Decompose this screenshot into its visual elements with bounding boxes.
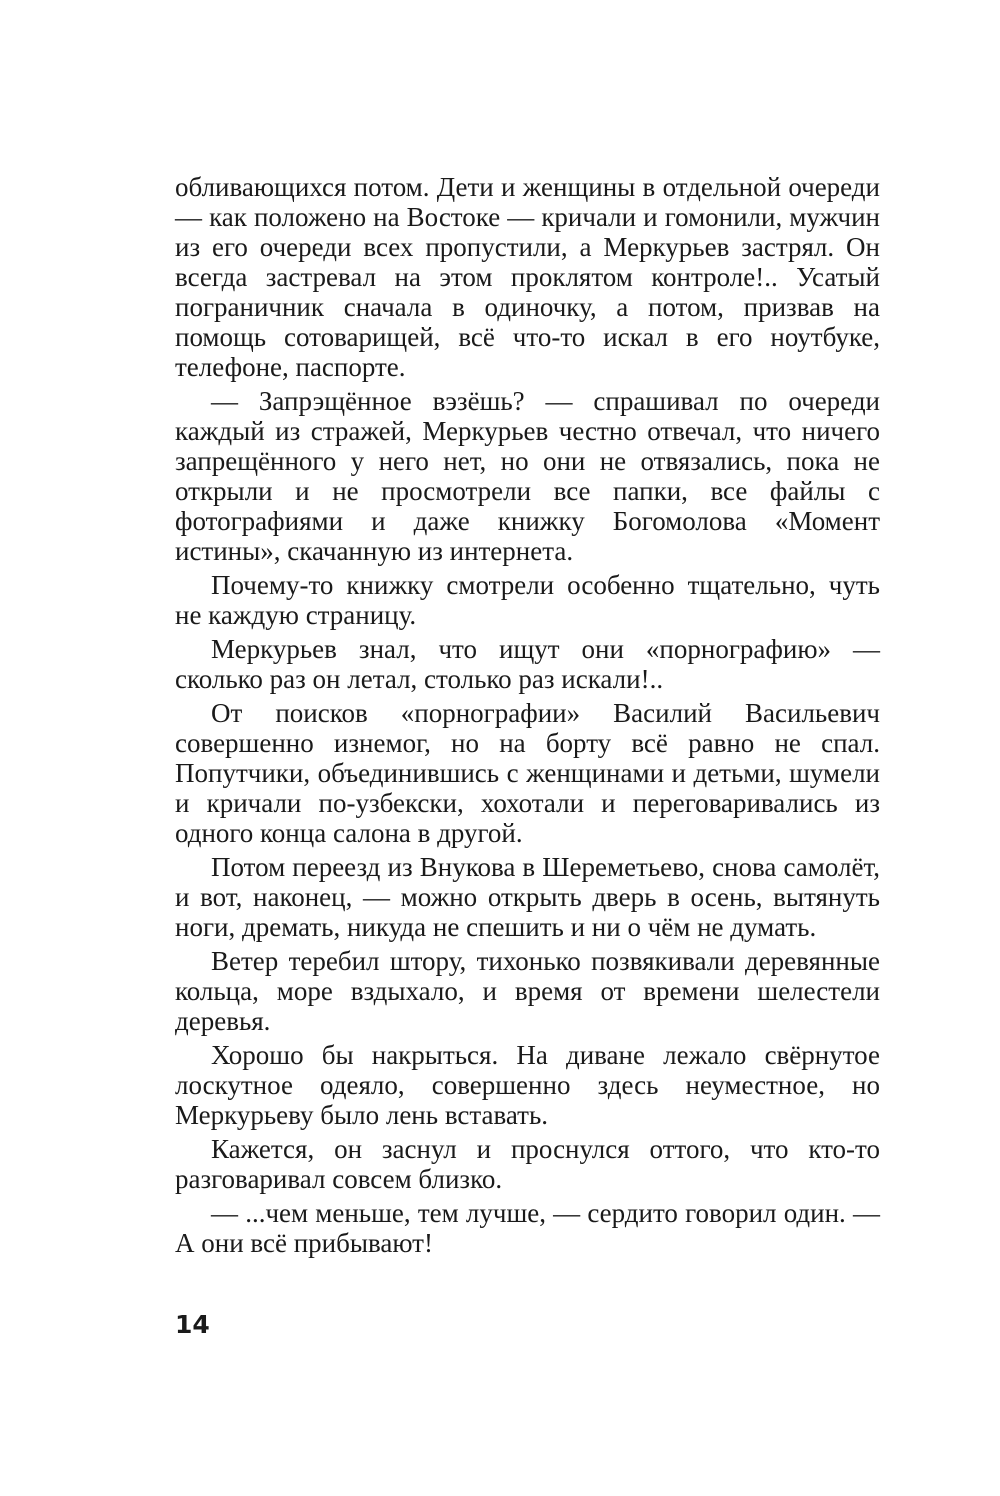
body-text [175, 172, 880, 1262]
paragraph: Меркурьев знал, что ищут они «порнографию» — сколько раз он летал, столько раз искали!.. [175, 634, 880, 694]
paragraph: Почему-то книжку смотрели особенно тщательно, чуть не каждую страницу. [175, 570, 880, 630]
paragraph: — ...чем меньше, тем лучше, — сердито говорил один. — А они всё прибывают! [175, 1198, 880, 1258]
paragraph: — Запрэщённое вэзёшь? — спрашивал по очереди каждый из стражей, Меркурьев честно отвечал, что ничего запрещённого у него нет, но они не отвязались, пока не открыли и не просмотрели все папки, все файлы с фотографиями и даже книжку Богомолова «Момент истины», скачанную из интернета. [175, 386, 880, 566]
paragraph: Потом переезд из Внукова в Шереметьево, снова самолёт, и вот, наконец, — можно открыть дверь в осень, вытянуть ноги, дремать, никуда не спешить и ни о чём не думать. [175, 852, 880, 942]
page-number: 14 [175, 1310, 210, 1339]
paragraph: Ветер теребил штору, тихонько позвякивали деревянные кольца, море вздыхало, и время от времени шелестели деревья. [175, 946, 880, 1036]
paragraph: обливающихся потом. Дети и женщины в отдельной очереди — как положено на Востоке — кричали и гомонили, мужчин из его очереди всех пропустили, а Меркурьев застрял. Он всегда застревал на этом проклятом контроле!.. Усатый пограничник сначала в одиночку, а потом, призвав на помощь сотоварищей, всё что-то искал в его ноутбуке, телефоне, паспорте. [175, 172, 880, 382]
paragraph: От поисков «порнографии» Василий Васильевич совершенно изнемог, но на борту всё равно не спал. Попутчики, объединившись с женщинами и детьми, шумели и кричали по-узбекски, хохотали и переговаривались из одного конца салона в другой. [175, 698, 880, 848]
paragraph: Хорошо бы накрыться. На диване лежало свёрнутое лоскутное одеяло, совершенно здесь неуместное, но Меркурьеву было лень вставать. [175, 1040, 880, 1130]
paragraph: Кажется, он заснул и проснулся оттого, что кто-то разговаривал совсем близко. [175, 1134, 880, 1194]
